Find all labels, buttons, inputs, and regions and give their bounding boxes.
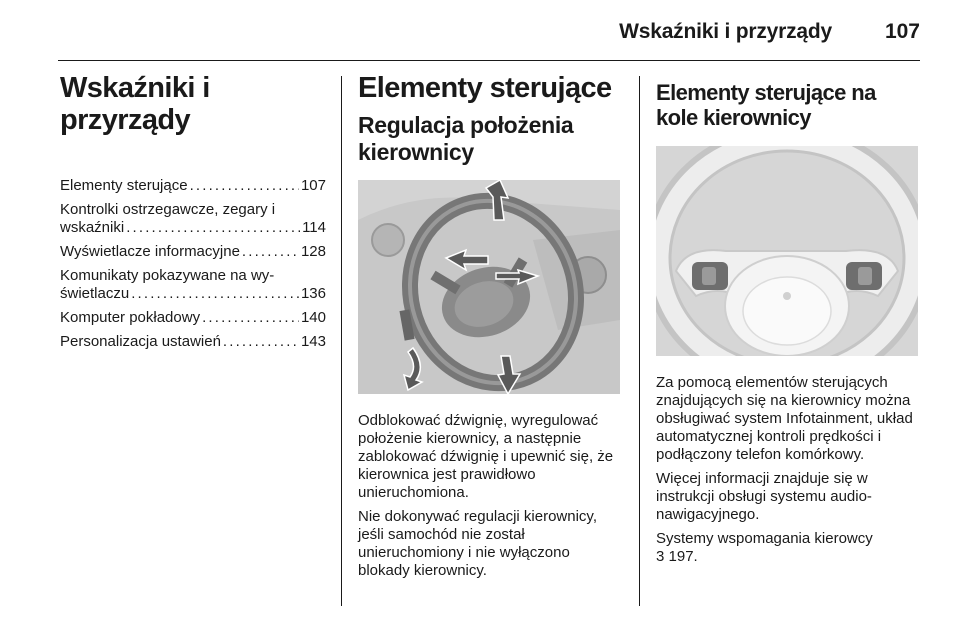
toc-dot-leader: [242, 243, 299, 261]
toc-page-number: 114: [302, 219, 326, 236]
toc-page-number: 143: [300, 333, 326, 350]
toc-entry-label: wskaźniki: [60, 219, 125, 236]
toc-entry[interactable]: [60, 333, 326, 351]
wheel-controls-column: [656, 72, 922, 566]
toc-column: [60, 72, 326, 357]
page-number: 107: [884, 20, 920, 43]
toc-entry-label: świetlaczu: [60, 285, 130, 302]
table-of-contents: [60, 177, 326, 351]
toc-dot-leader: [223, 333, 299, 351]
more-info-note: Więcej informacji znajduje się w instrukcji obsługi systemu audio-nawigacyjnego.: [656, 470, 872, 523]
right-control-pad: [846, 262, 882, 290]
adjust-instruction: Odblokować dźwignię, wyregulować położenie kierownicy, a następnie zablokować dźwignię i upewnić się, że kierownica jest prawidłowo unieruchomiona.: [358, 412, 614, 501]
header-divider: [58, 60, 920, 61]
steering-wheel-adjust-image: [358, 180, 620, 394]
toc-entry-label: Personalizacja ustawień: [60, 333, 221, 350]
toc-dot-leader: [126, 219, 300, 237]
toc-dot-leader: [202, 309, 299, 327]
toc-page-number: 128: [300, 243, 326, 260]
steering-wheel-image: [656, 146, 918, 356]
toc-entry-label: Elementy sterujące: [60, 177, 188, 194]
toc-entry[interactable]: [60, 201, 326, 237]
section-title-wheel-controls: Elementy sterujące na kole kierownicy: [656, 80, 876, 130]
reference-page: 197.: [668, 548, 698, 565]
left-control-pad: [692, 262, 728, 290]
column-divider-1: [341, 76, 342, 606]
reference-arrow-icon: 3: [656, 548, 665, 565]
toc-page-number: 136: [300, 285, 326, 302]
subsection-title: Regulacja położenia kierownicy: [358, 112, 574, 165]
adjust-warning: Nie dokonywać regulacji kierownicy, jeśli samochód nie został unieruchomiony i nie wyłączono blokady kierownicy.: [358, 508, 597, 579]
toc-entry[interactable]: [60, 177, 326, 195]
toc-dot-leader: [190, 177, 299, 195]
toc-entry[interactable]: [60, 309, 326, 327]
toc-entry[interactable]: [60, 243, 326, 261]
toc-entry-label: Wyświetlacze informacyjne: [60, 243, 240, 260]
chapter-title: Wskaźniki i przyrządy: [60, 72, 210, 136]
running-title: Wskaźniki i przyrządy: [619, 20, 832, 43]
toc-entry-label: Komputer pokładowy: [60, 309, 201, 326]
driver-assist-reference: Systemy wspomagania kierowcy 3 197.: [656, 530, 873, 565]
section-title: Elementy sterujące: [358, 72, 612, 104]
toc-entry-text: Komunikaty pokazywane na wy-: [60, 267, 275, 284]
toc-page-number: 107: [300, 177, 326, 194]
toc-dot-leader: [131, 285, 299, 303]
wheel-controls-illustration: [656, 146, 918, 356]
controls-column: [358, 72, 624, 586]
toc-entry[interactable]: [60, 267, 326, 303]
page-header: [58, 14, 920, 56]
wheel-controls-description: Za pomocą elementów sterujących znajdujących się na kierownicy można obsługiwać system Infotainment, układ automatycznej kontroli prędkości i podłączony telefon komórkowy.: [656, 374, 913, 463]
toc-page-number: 140: [300, 309, 326, 326]
toc-entry-text: Kontrolki ostrzegawcze, zegary i: [60, 201, 276, 218]
column-divider-2: [639, 76, 640, 606]
steering-adjust-illustration: [358, 180, 620, 394]
